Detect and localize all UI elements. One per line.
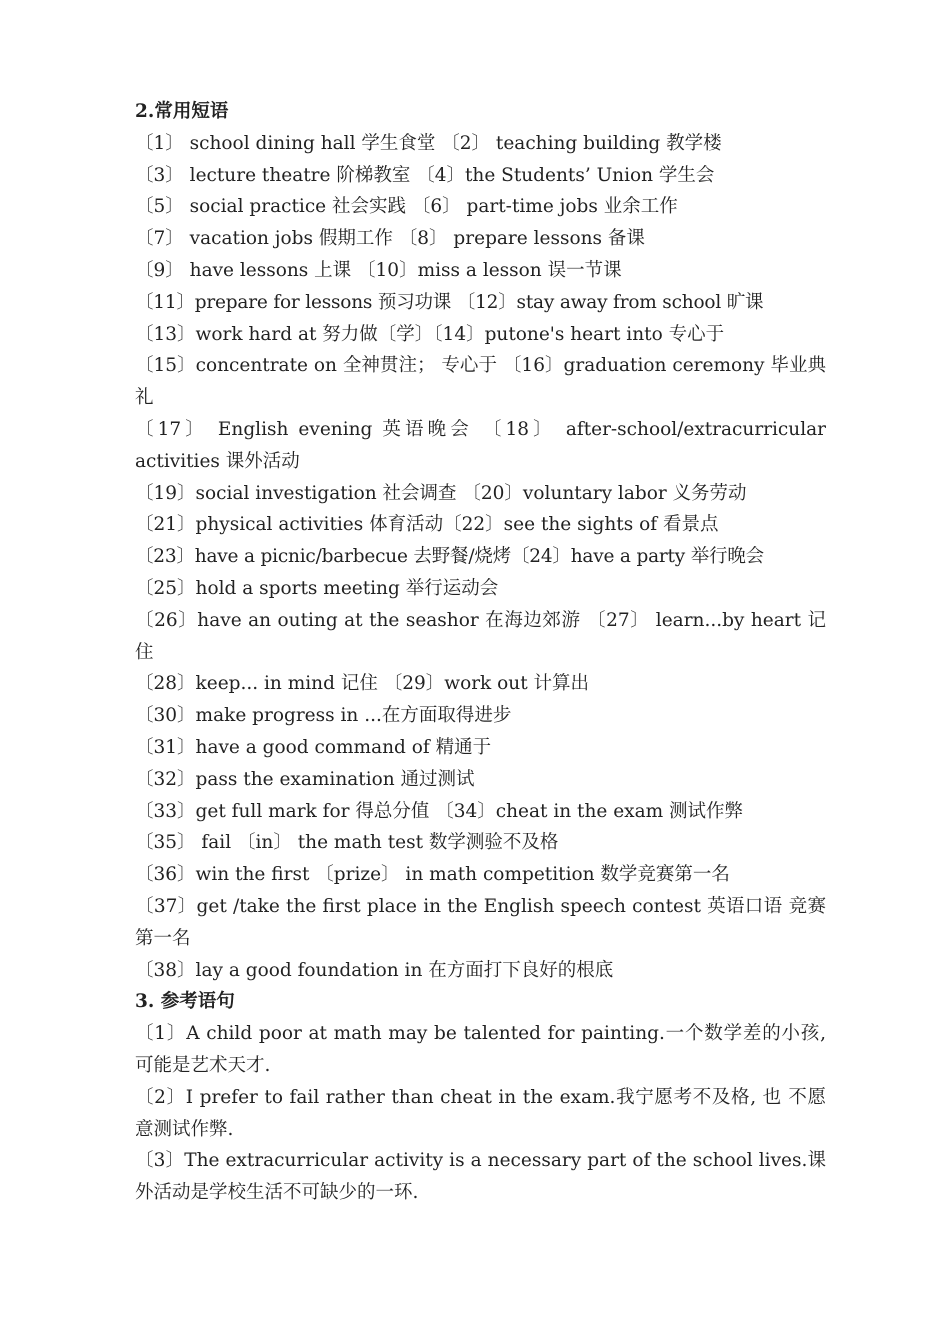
phrase-line: 〔26〕have an outing at the seashor 在海边郊游 〔27〕 learn...by heart 记住 [135, 609, 826, 663]
phrase-line: 〔19〕social investigation 社会调查 〔20〕voluntary labor 义务劳动 [135, 482, 747, 504]
phrase-line: 〔30〕make progress in ...在方面取得进步 [135, 705, 512, 727]
phrase-line: 〔31〕have a good command of 精通于 [135, 736, 492, 758]
phrase-line: 〔13〕work hard at 努力做〔学〕〔14〕putone's heart into 专心于 [135, 323, 725, 345]
phrase-line: 〔28〕keep... in mind 记住 〔29〕work out 计算出 [135, 673, 590, 695]
phrase-line: 〔17〕 English evening 英语晚会 〔18〕 after-school/extracurricular activities 课外活动 [135, 418, 826, 472]
phrase-line: 〔25〕hold a sports meeting 举行运动会 [135, 577, 499, 599]
phrase-line: 〔35〕 fail 〔in〕 the math test 数学测验不及格 [135, 832, 559, 854]
phrase-line: 〔38〕lay a good foundation in 在方面打下良好的根底 [135, 959, 614, 981]
phrase-line: 〔11〕prepare for lessons 预习功课 〔12〕stay away from school 旷课 [135, 291, 764, 313]
phrase-line: 〔37〕get /take the first place in the English speech contest 英语口语 竞赛第一名 [135, 895, 826, 949]
sentence-line: 〔1〕A child poor at math may be talented for painting.一个数学差的小孩, 可能是艺术天才. [135, 1023, 826, 1076]
phrase-line: 〔7〕 vacation jobs 假期工作 〔8〕 prepare lessons 备课 [135, 228, 645, 250]
phrase-line: 〔32〕pass the examination 通过测试 [135, 768, 475, 790]
phrase-line: 〔5〕 social practice 社会实践 〔6〕 part-time jobs 业余工作 [135, 196, 678, 218]
section-heading-phrases: 2.常用短语 [135, 101, 229, 122]
document-page [135, 96, 826, 1209]
phrase-line: 〔15〕concentrate on 全神贯注； 专心于 〔16〕graduation ceremony 毕业典 礼 [135, 355, 826, 409]
phrase-line: 〔21〕physical activities 体育活动〔22〕see the sights of 看景点 [135, 514, 719, 536]
phrase-line: 〔1〕 school dining hall 学生食堂 〔2〕 teaching building 教学楼 [135, 132, 722, 154]
phrase-line: 〔3〕 lecture theatre 阶梯教室 〔4〕the Students’ Union 学生会 [135, 164, 715, 186]
sentence-line: 〔3〕The extracurricular activity is a necessary part of the school lives.课外活动是学校生活不可缺少的一环. [135, 1150, 826, 1204]
section-heading-sentences: 3. 参考语句 [135, 991, 235, 1013]
phrase-line: 〔33〕get full mark for 得总分值 〔34〕cheat in the exam 测试作弊 [135, 800, 744, 822]
sentence-line: 〔2〕I prefer to fail rather than cheat in the exam.我宁愿考不及格, 也 不愿意测试作弊. [135, 1086, 826, 1140]
phrase-line: 〔36〕win the first 〔prize〕 in math competition 数学竞赛第一名 [135, 864, 730, 886]
phrase-line: 〔23〕have a picnic/barbecue 去野餐/烧烤〔24〕have a party 举行晚会 [135, 546, 764, 568]
phrase-line: 〔9〕 have lessons 上课 〔10〕miss a lesson 误一节课 [135, 259, 622, 281]
